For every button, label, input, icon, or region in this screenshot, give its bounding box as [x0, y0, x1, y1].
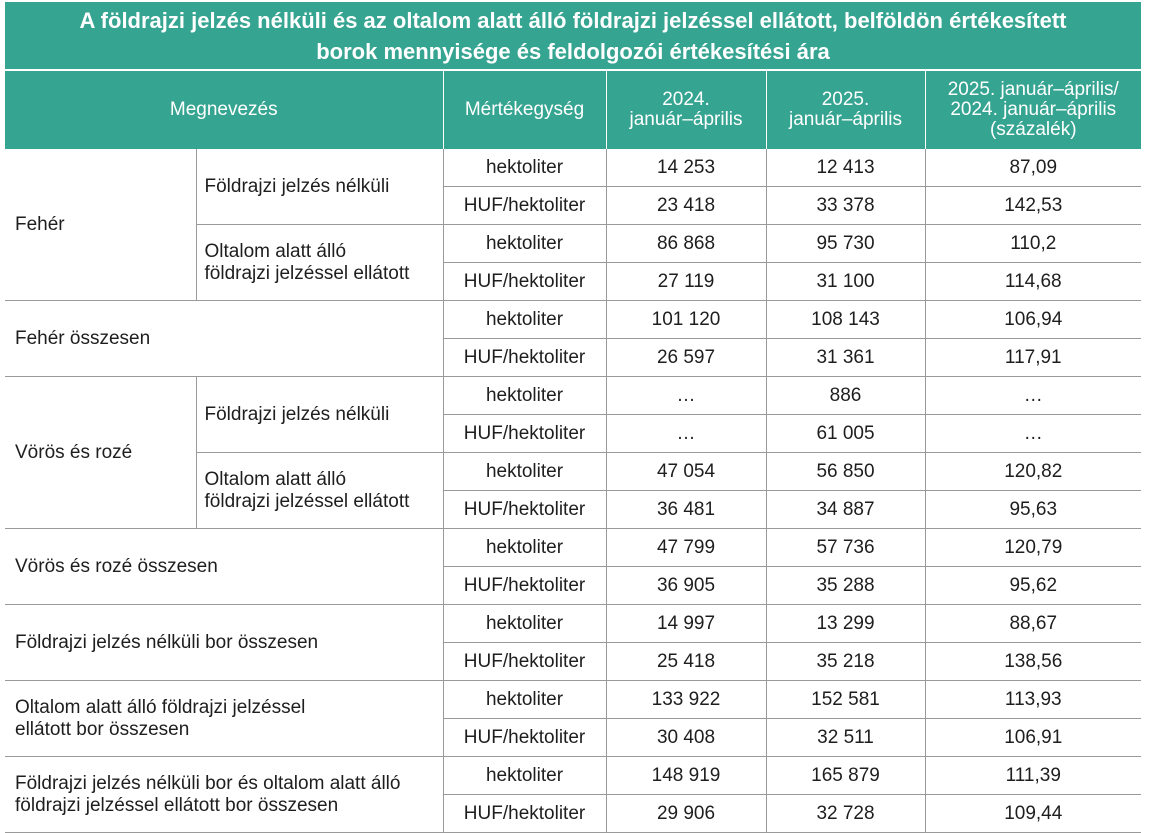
value-cell: 32 511 [766, 719, 925, 757]
row-label-voros-total: Vörös és rozé összesen [5, 529, 443, 605]
unit-cell: HUF/hektoliter [443, 415, 606, 453]
row-label-voros: Vörös és rozé [5, 377, 196, 529]
value-cell: 106,91 [925, 719, 1141, 757]
row-label-oltalom-total [5, 681, 443, 757]
unit-cell: HUF/hektoliter [443, 643, 606, 681]
value-cell: 36 905 [606, 567, 766, 605]
value-cell: 26 597 [606, 339, 766, 377]
value-cell: 14 253 [606, 149, 766, 187]
value-cell: 86 868 [606, 225, 766, 263]
header-2024-line2: január–április [629, 109, 743, 130]
sublabel-line-2: földrajzi jelzéssel ellátott [204, 262, 410, 284]
value-cell: 95,62 [925, 567, 1141, 605]
table-row [5, 301, 1141, 339]
header-ratio-line1: 2025. január–április/ [947, 79, 1119, 100]
row-sublabel-voros-oltalom [196, 453, 443, 529]
header-2025-line1: 2025. [821, 89, 870, 110]
unit-cell: hektoliter [443, 757, 606, 795]
value-cell: 13 299 [766, 605, 925, 643]
value-cell: 61 005 [766, 415, 925, 453]
header-2024 [606, 71, 766, 149]
table-row [5, 681, 1141, 719]
sublabel-line-1: Oltalom alatt álló [204, 468, 347, 490]
label-line-1: Oltalom alatt álló földrajzi jelzéssel [15, 696, 306, 718]
unit-cell: hektoliter [443, 377, 606, 415]
unit-cell: hektoliter [443, 225, 606, 263]
unit-cell: hektoliter [443, 453, 606, 491]
value-cell: 114,68 [925, 263, 1141, 301]
label-line-2: ellátott bor összesen [15, 718, 190, 740]
row-label-fjn-total: Földrajzi jelzés nélküli bor összesen [5, 605, 443, 681]
value-cell: … [925, 377, 1141, 415]
value-cell: 106,94 [925, 301, 1141, 339]
wine-data-table [5, 71, 1141, 833]
unit-cell: HUF/hektoliter [443, 263, 606, 301]
sublabel-line-1: Oltalom alatt álló [204, 240, 347, 262]
value-cell: 30 408 [606, 719, 766, 757]
table-row [5, 149, 1141, 187]
sublabel-line-2: földrajzi jelzéssel ellátott [204, 490, 410, 512]
value-cell: 32 728 [766, 795, 925, 833]
unit-cell: hektoliter [443, 529, 606, 567]
table-row [5, 757, 1141, 795]
value-cell: 88,67 [925, 605, 1141, 643]
value-cell: 108 143 [766, 301, 925, 339]
row-sublabel-feher-oltalom [196, 225, 443, 301]
value-cell: 33 378 [766, 187, 925, 225]
value-cell: 120,79 [925, 529, 1141, 567]
value-cell: 120,82 [925, 453, 1141, 491]
value-cell: 109,44 [925, 795, 1141, 833]
title-line-2: borok mennyisége és feldolgozói értékesítési ára [316, 39, 830, 64]
value-cell: 138,56 [925, 643, 1141, 681]
value-cell: … [606, 415, 766, 453]
title-line-1: A földrajzi jelzés nélküli és az oltalom alatt álló földrajzi jelzéssel ellátott, belföldön értékesített [79, 8, 1067, 33]
value-cell: 31 100 [766, 263, 925, 301]
value-cell: 95,63 [925, 491, 1141, 529]
wine-table-figure [5, 2, 1141, 833]
row-sublabel-feher-fjn: Földrajzi jelzés nélküli [196, 149, 443, 225]
value-cell: 23 418 [606, 187, 766, 225]
value-cell: 35 218 [766, 643, 925, 681]
value-cell: 14 997 [606, 605, 766, 643]
unit-cell: HUF/hektoliter [443, 795, 606, 833]
value-cell: 47 054 [606, 453, 766, 491]
table-title [5, 2, 1141, 71]
value-cell: 31 361 [766, 339, 925, 377]
value-cell: 111,39 [925, 757, 1141, 795]
header-2025 [766, 71, 925, 149]
value-cell: 87,09 [925, 149, 1141, 187]
value-cell: 142,53 [925, 187, 1141, 225]
value-cell: … [925, 415, 1141, 453]
header-ratio [925, 71, 1141, 149]
label-line-2: földrajzi jelzéssel ellátott bor összesen [15, 794, 339, 816]
row-label-feher-total: Fehér összesen [5, 301, 443, 377]
header-2024-line1: 2024. [662, 89, 710, 110]
unit-cell: hektoliter [443, 605, 606, 643]
unit-cell: HUF/hektoliter [443, 719, 606, 757]
value-cell: 110,2 [925, 225, 1141, 263]
header-mertekegyseg: Mértékegység [443, 71, 606, 149]
value-cell: 36 481 [606, 491, 766, 529]
header-ratio-line2: 2024. január–április [950, 99, 1117, 120]
value-cell: 117,91 [925, 339, 1141, 377]
value-cell: 113,93 [925, 681, 1141, 719]
unit-cell: hektoliter [443, 681, 606, 719]
row-label-grand-total [5, 757, 443, 833]
value-cell: 25 418 [606, 643, 766, 681]
value-cell: 29 906 [606, 795, 766, 833]
value-cell: 152 581 [766, 681, 925, 719]
value-cell: 133 922 [606, 681, 766, 719]
header-ratio-line3: (százalék) [989, 119, 1077, 140]
table-row [5, 605, 1141, 643]
unit-cell: HUF/hektoliter [443, 187, 606, 225]
table-row [5, 529, 1141, 567]
label-line-1: Földrajzi jelzés nélküli bor és oltalom alatt álló [15, 772, 401, 794]
value-cell: … [606, 377, 766, 415]
row-sublabel-voros-fjn: Földrajzi jelzés nélküli [196, 377, 443, 453]
value-cell: 56 850 [766, 453, 925, 491]
value-cell: 12 413 [766, 149, 925, 187]
unit-cell: HUF/hektoliter [443, 491, 606, 529]
value-cell: 95 730 [766, 225, 925, 263]
header-row [5, 71, 1141, 149]
value-cell: 27 119 [606, 263, 766, 301]
value-cell: 165 879 [766, 757, 925, 795]
unit-cell: HUF/hektoliter [443, 339, 606, 377]
header-megnevezes: Megnevezés [5, 71, 443, 149]
value-cell: 148 919 [606, 757, 766, 795]
value-cell: 101 120 [606, 301, 766, 339]
value-cell: 47 799 [606, 529, 766, 567]
value-cell: 886 [766, 377, 925, 415]
value-cell: 57 736 [766, 529, 925, 567]
unit-cell: HUF/hektoliter [443, 567, 606, 605]
unit-cell: hektoliter [443, 149, 606, 187]
header-2025-line2: január–április [789, 109, 903, 130]
unit-cell: hektoliter [443, 301, 606, 339]
value-cell: 35 288 [766, 567, 925, 605]
row-label-feher: Fehér [5, 149, 196, 301]
value-cell: 34 887 [766, 491, 925, 529]
table-row [5, 377, 1141, 415]
